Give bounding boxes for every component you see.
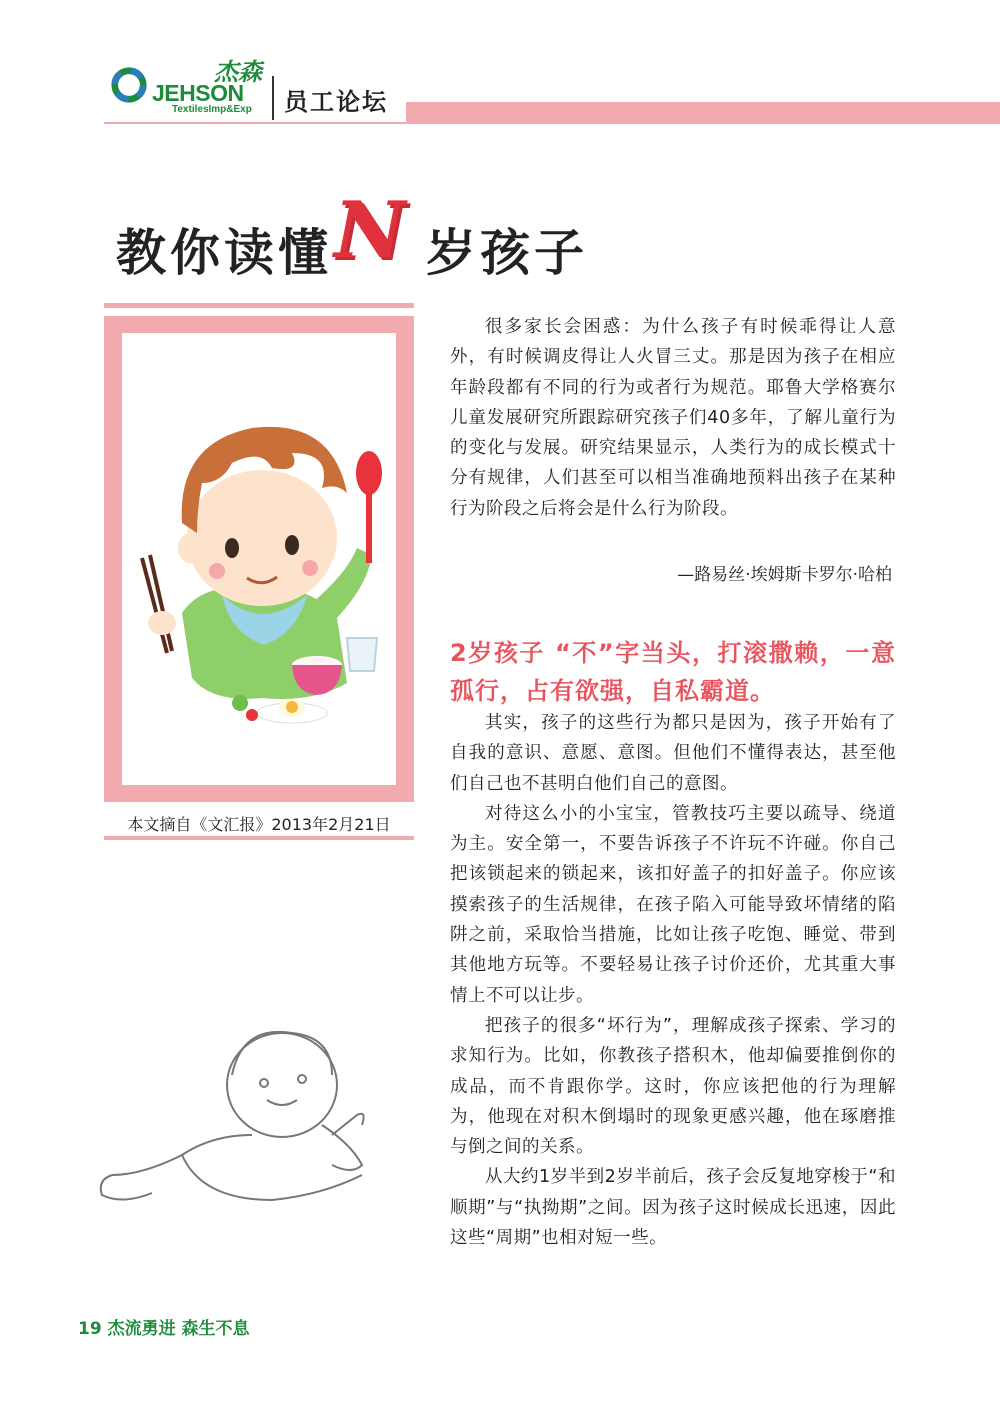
title-part1: 教你读懂 — [116, 224, 332, 282]
body-paragraph: 把孩子的很多“坏行为”，理解成孩子探索、学习的求知行为。比如，你教孩子搭积木，他却偏要推倒你的成品，而不肯跟你学。这时，你应该把他的行为理解为，他现在对积木倒塌时的现象更感兴趣，他在琢磨推与倒之间的关系。 — [450, 1015, 896, 1158]
caption-pink-line — [104, 836, 414, 840]
header-pink-line — [104, 122, 406, 124]
title-n-letter: N — [334, 185, 410, 276]
section-subheading: 2岁孩子 “不”字当头，打滚撒赖，一意孤行，占有欲强，自私霸道。 — [450, 639, 896, 705]
frame-top-line — [104, 303, 414, 308]
header-pink-bar — [406, 102, 1000, 124]
illustration-area — [122, 333, 396, 785]
body-paragraph: 对待这么小的小宝宝，管教技巧主要以疏导、绕道为主。安全第一，不要告诉孩子不许玩不许碰。你自己把该锁起来的锁起来，该扣好盖子的扣好盖子。你应该摸索孩子的生活规律，在孩子陷入可能导致坏情绪的陷阱之前，采取恰当措施，比如让孩子吃饱、睡觉、带到其他地方玩等。不要轻易让孩子讨价还价，尤其重大事情上不可以让步。 — [450, 803, 896, 1006]
source-caption: 本文摘自《文汇报》2013年2月21日 — [127, 815, 391, 834]
header-divider — [272, 76, 274, 120]
body-text — [450, 708, 896, 1253]
crawling-baby-sketch — [92, 1015, 392, 1225]
page-footer: 19 杰流勇进 森生不息 — [78, 1319, 250, 1339]
logo-subtitle: TextilesImp&Exp — [172, 104, 252, 115]
page-header — [104, 48, 1000, 128]
company-logo — [104, 48, 274, 120]
illustration-frame — [104, 316, 414, 802]
logo-ring-icon — [110, 66, 148, 104]
intro-paragraph — [450, 312, 896, 524]
logo-chinese: 杰森 — [214, 57, 262, 86]
intro-text: 很多家长会困惑：为什么孩子有时候乖得让人意外，有时候调皮得让人火冒三丈。那是因为孩子在相应年龄段都有不同的行为或者行为规范。耶鲁大学格赛尔儿童发展研究所跟踪研究孩子们40多年，了解儿童行为的变化与发展。研究结果显示，人类行为的成长模式十分有规律，人们甚至可以相当准确地预料出孩子在某种行为阶段之后将会是什么行为阶段。 — [450, 317, 896, 519]
title-part2: 岁孩子 — [426, 224, 588, 282]
body-paragraph: 其实，孩子的这些行为都只是因为，孩子开始有了自我的意识、意愿、意图。但他们不懂得表达，甚至他们自己也不甚明白他们自己的意图。 — [450, 713, 896, 794]
section-title: 员工论坛 — [284, 88, 388, 116]
quote-attribution: —路易丝·埃姆斯卡罗尔·哈柏 — [677, 565, 892, 585]
body-paragraph: 从大约1岁半到2岁半前后，孩子会反复地穿梭于“和顺期”与“执拗期”之间。因为孩子这时候成长迅速，因此这些“周期”也相对短一些。 — [450, 1167, 896, 1249]
child-eating-illustration — [122, 333, 396, 785]
logo-wordmark: JEHSON — [152, 80, 244, 106]
